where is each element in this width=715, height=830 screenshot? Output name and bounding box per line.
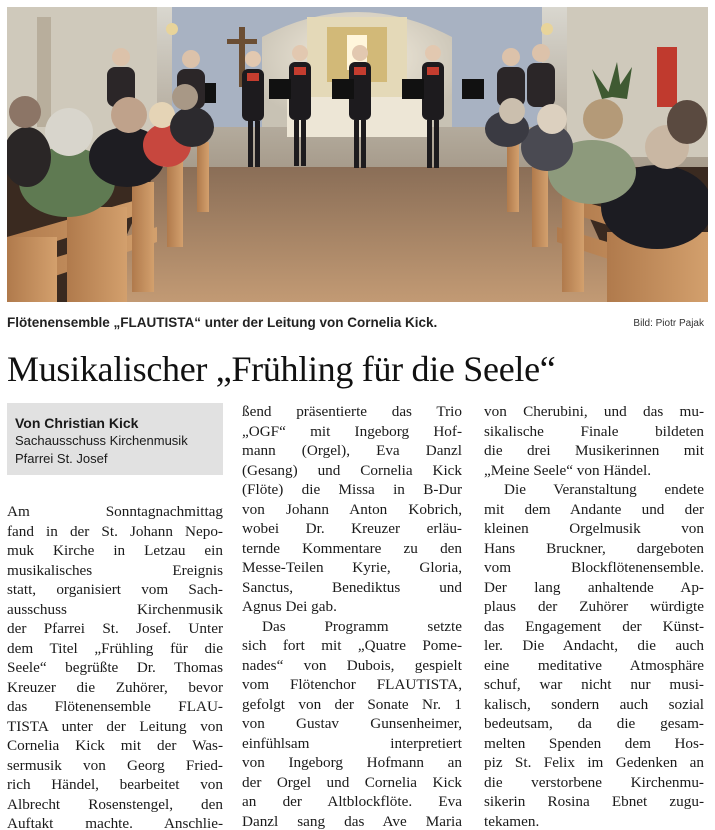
author-box [7,403,223,475]
text-line: eine meditative Atmosphäre [484,656,704,674]
photo-caption: Flötenensemble „FLAUTISTA“ unter der Leitung von Cornelia Kick. [7,315,438,330]
text-line: kalisch, sondern auch sozial [484,695,704,713]
text-line: mit dem Andante und der [484,500,704,518]
text-line: fand in der St. Johann Nepo- [7,522,223,540]
author-name: Von Christian Kick [15,415,139,431]
text-line: Der lang anhaltende Ap- [484,578,704,596]
text-line: „OGF“ mit Ingeborg Hof- [242,422,462,440]
text-line: Messe-Teilen Kyrie, Gloria, [242,559,462,576]
text-line: Die Veranstaltung endete [504,481,704,498]
text-line: Am Sonntagnachmittag [7,503,223,520]
church-concert-photo [7,7,708,302]
text-line: Agnus Dei gab. [242,598,337,615]
text-line: dem Titel „Frühling für die [7,639,223,657]
text-line: wobei Dr. Kreuzer erläu- [242,520,462,537]
text-line: plaus der Zuhörer würdigte [484,598,704,615]
text-line: „Meine Seele“ von Händel. [484,461,651,479]
article-column-2 [242,402,462,830]
text-line: rich Händel, bearbeitet von [7,776,223,793]
text-line: mann (Orgel), Eva Danzl [242,442,462,459]
text-line: vom Blockflötenensemble. [484,559,704,576]
text-line: TISTA unter der Leitung von [7,717,223,735]
text-line: statt, organisiert vom Sach- [7,581,223,598]
text-line: Auftakt machte. Anschlie- [7,815,223,830]
text-line: das Engagement der Künst- [484,617,704,635]
text-line: ausschuss Kirchenmusik [7,600,223,618]
text-line: Kreuzer die Zuhörer, bevor [7,678,223,696]
text-line: die drei Musikerinnen mit [484,442,704,459]
text-line: Cornelia Kick mit der Was- [7,737,223,754]
text-line: ler. Die Andacht, die auch [484,637,704,654]
text-line: die verstorbene Kirchenmu- [484,773,704,791]
text-line: nades“ von Dubois, gespielt [242,656,462,674]
text-line: der Pfarrei St. Josef. Unter [7,620,223,637]
text-line: sikalische Finale bildeten [484,422,704,440]
text-line: musikalisches Ereignis [7,561,223,579]
text-line: Hans Bruckner, dargeboten [484,539,704,557]
text-line: an der Altblockflöte. Eva [242,793,462,810]
text-line: Das Programm setzte [262,617,462,635]
text-line: von Johann Anton Kobrich, [242,500,462,518]
text-line: Seele“ begrüßte Dr. Thomas [7,659,223,676]
text-line: piz St. Felix im Gedenken an [484,754,704,771]
text-line: sermusik von Georg Fried- [7,756,223,774]
text-line: ternde Kommentare zu den [242,539,462,557]
author-affiliation: Sachausschuss Kirchenmusik [15,433,188,448]
text-line: sikerin Rosina Ebnet zugu- [484,793,704,810]
text-line: sich fort mit „Quatre Pome- [242,637,462,654]
text-line: vom Flötenchor FLAUTISTA, [242,676,462,693]
text-line: (Flöte) die Missa in B-Dur [242,481,462,498]
text-line: (Gesang) und Cornelia Kick [242,461,462,479]
text-line: melten Spenden dem Hos- [484,734,704,752]
text-line: bedeutsam, da die gesam- [484,715,704,732]
text-line: muk Kirche in Letzau ein [7,542,223,559]
text-line: Sanctus, Benediktus und [242,578,462,596]
text-line: gefolgt von der Sonate Nr. 1 [242,695,462,713]
article-column-1 [7,502,223,830]
text-line: einfühlsam interpretiert [242,734,462,752]
text-line: Danzl sang das Ave Maria [242,812,462,830]
article-column-3 [484,402,704,830]
text-line: von Ingeborg Hofmann an [242,754,462,771]
author-parish: Pfarrei St. Josef [15,451,108,466]
text-line: tekamen. [484,812,540,830]
text-line: von Gustav Gunsenheimer, [242,715,462,732]
text-line: ßend präsentierte das Trio [242,403,462,420]
text-line: das Flötenensemble FLAU- [7,698,223,715]
text-line: kleinen Orgelmusik von [484,520,704,537]
article-photo [7,7,708,302]
photo-caption-row [7,315,708,335]
text-line: der Orgel und Cornelia Kick [242,773,462,791]
article-headline: Musikalischer „Frühling für die Seele“ [7,349,556,389]
photo-credit: Bild: Piotr Pajak [633,318,704,329]
text-line: schuf, war nicht nur musi- [484,676,704,693]
text-line: von Cherubini, und das mu- [484,403,704,420]
text-line: Albrecht Rosenstengel, den [7,795,223,813]
